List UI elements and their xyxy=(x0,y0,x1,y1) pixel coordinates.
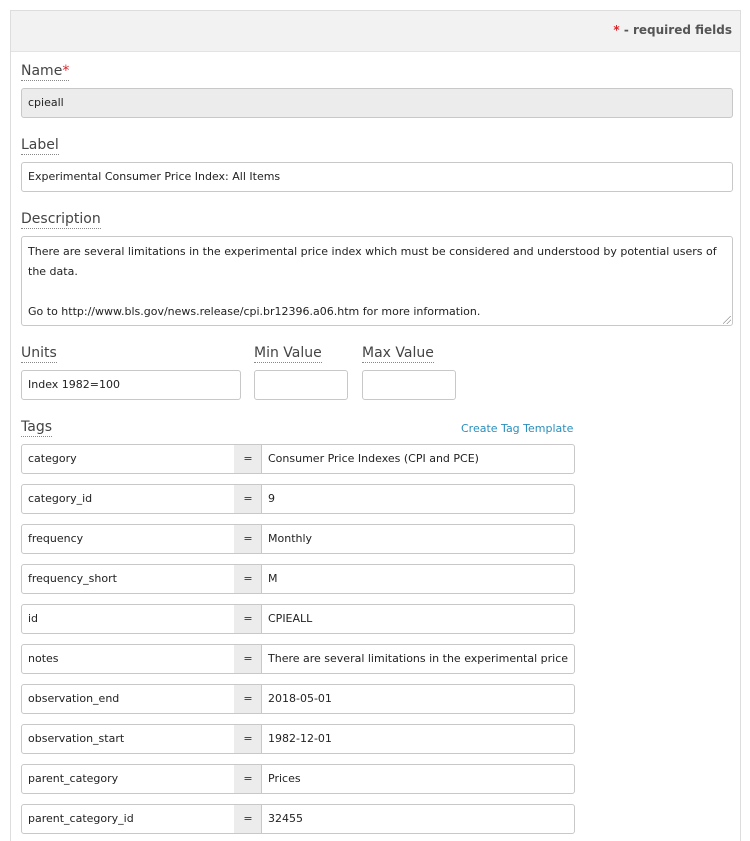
tag-row xyxy=(21,644,575,674)
units-label: Units xyxy=(21,345,57,361)
tag-equals-sign: = xyxy=(234,644,262,674)
tag-equals-sign: = xyxy=(234,724,262,754)
required-fields-bar xyxy=(11,11,740,52)
tag-equals-sign: = xyxy=(234,684,262,714)
name-input[interactable]: cpieall xyxy=(21,88,733,118)
tag-row xyxy=(21,564,575,594)
name-label xyxy=(21,63,69,81)
units-input[interactable]: Index 1982=100 xyxy=(21,370,241,400)
tag-key-input[interactable]: observation_start xyxy=(21,724,235,754)
tags-label: Tags xyxy=(21,419,52,435)
tag-value-input[interactable]: M xyxy=(261,564,575,594)
tag-row xyxy=(21,604,575,634)
required-fields-note xyxy=(613,23,732,37)
tag-value-input[interactable]: There are several limitations in the experimental price xyxy=(261,644,575,674)
name-required-star: * xyxy=(62,63,70,79)
max-value-input[interactable] xyxy=(362,370,456,400)
tag-value-input[interactable]: CPIEALL xyxy=(261,604,575,634)
name-label-text: Name xyxy=(21,63,63,79)
tag-equals-sign: = xyxy=(234,764,262,794)
tag-value-input[interactable]: 9 xyxy=(261,484,575,514)
description-line-1: There are several limitations in the experimental price index which must be considered and understood by potential users of the data. xyxy=(28,245,717,278)
tag-key-input[interactable]: frequency xyxy=(21,524,235,554)
tag-key-input[interactable]: id xyxy=(21,604,235,634)
tag-value-input[interactable]: 1982-12-01 xyxy=(261,724,575,754)
tag-equals-sign: = xyxy=(234,804,262,834)
resize-handle-icon[interactable] xyxy=(723,316,731,324)
tag-row xyxy=(21,684,575,714)
tag-key-input[interactable]: notes xyxy=(21,644,235,674)
description-textarea[interactable] xyxy=(21,236,733,326)
min-value-label: Min Value xyxy=(254,345,322,361)
description-label: Description xyxy=(21,211,101,227)
tag-row xyxy=(21,524,575,554)
tag-row xyxy=(21,484,575,514)
tag-value-input[interactable]: 32455 xyxy=(261,804,575,834)
tag-key-input[interactable]: parent_category xyxy=(21,764,235,794)
label-input[interactable]: Experimental Consumer Price Index: All Items xyxy=(21,162,733,192)
tag-row xyxy=(21,804,575,834)
tag-equals-sign: = xyxy=(234,604,262,634)
tag-equals-sign: = xyxy=(234,524,262,554)
min-value-input[interactable] xyxy=(254,370,348,400)
tag-equals-sign: = xyxy=(234,484,262,514)
tag-row xyxy=(21,764,575,794)
label-label: Label xyxy=(21,137,59,153)
tag-key-input[interactable]: category xyxy=(21,444,235,474)
tag-equals-sign: = xyxy=(234,564,262,594)
tag-value-input[interactable]: Prices xyxy=(261,764,575,794)
tag-key-input[interactable]: parent_category_id xyxy=(21,804,235,834)
tag-value-input[interactable]: Monthly xyxy=(261,524,575,554)
description-line-2: Go to http://www.bls.gov/news.release/cpi.br12396.a06.htm for more information. xyxy=(28,305,481,318)
tag-equals-sign: = xyxy=(234,444,262,474)
required-fields-text: - required fields xyxy=(619,23,732,37)
edit-form-panel xyxy=(10,10,741,841)
required-star: * xyxy=(613,23,620,37)
tag-value-input[interactable]: Consumer Price Indexes (CPI and PCE) xyxy=(261,444,575,474)
max-value-label: Max Value xyxy=(362,345,434,361)
tag-row xyxy=(21,724,575,754)
tag-key-input[interactable]: frequency_short xyxy=(21,564,235,594)
tag-value-input[interactable]: 2018-05-01 xyxy=(261,684,575,714)
tag-key-input[interactable]: observation_end xyxy=(21,684,235,714)
tag-key-input[interactable]: category_id xyxy=(21,484,235,514)
create-tag-template-link[interactable]: Create Tag Template xyxy=(461,422,574,435)
tag-row xyxy=(21,444,575,474)
